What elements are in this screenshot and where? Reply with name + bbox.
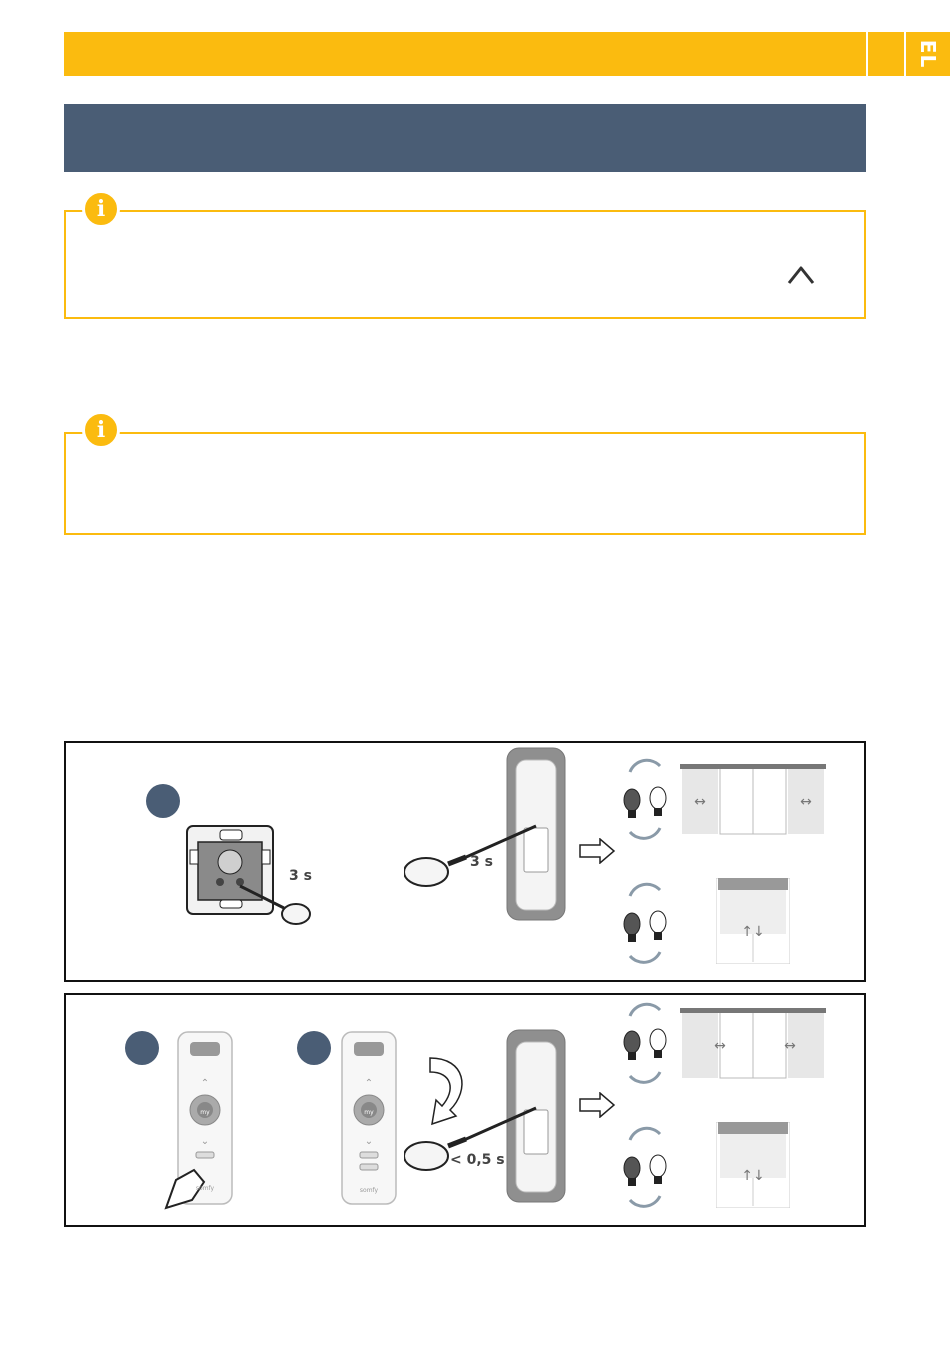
remote-control-illustration	[162, 1030, 242, 1214]
info-box	[64, 432, 866, 535]
step-marker	[146, 784, 180, 818]
svg-text:⌃: ⌃	[200, 1078, 210, 1089]
section-header-bar	[64, 104, 866, 172]
light-bulbs-cycle-icon	[620, 1120, 672, 1214]
duration-label: < 0,5 s	[450, 1152, 505, 1168]
light-bulbs-cycle-icon	[620, 996, 672, 1090]
svg-text:↑↓: ↑↓	[741, 924, 765, 940]
svg-text:⌄: ⌄	[364, 1136, 374, 1147]
arrow-right-icon	[578, 1092, 616, 1118]
remote-back-illustration	[404, 746, 572, 924]
duration-label: 3 s	[289, 868, 312, 884]
arrow-right-icon	[578, 838, 616, 864]
svg-text:↔: ↔	[784, 1038, 796, 1054]
svg-text:my: my	[364, 1109, 374, 1116]
roller-shutter-illustration	[716, 1122, 790, 1208]
sliding-shutters-illustration	[680, 764, 826, 836]
svg-text:↔: ↔	[800, 794, 812, 810]
svg-text:↑↓: ↑↓	[741, 1168, 765, 1184]
chevron-up-icon	[786, 262, 816, 288]
duration-label: 3 s	[470, 854, 493, 870]
language-tab-label: EL	[916, 39, 940, 69]
language-tab	[906, 32, 950, 76]
step-marker	[125, 1031, 159, 1065]
svg-text:↔: ↔	[694, 794, 706, 810]
svg-text:somfy: somfy	[195, 1185, 215, 1192]
svg-text:⌄: ⌄	[200, 1136, 210, 1147]
roller-shutter-illustration	[716, 878, 790, 964]
remote-back-illustration	[404, 1028, 572, 1206]
info-icon: i	[82, 411, 120, 449]
step-marker	[297, 1031, 331, 1065]
info-icon: i	[82, 190, 120, 228]
top-color-bar	[64, 32, 866, 76]
svg-text:↔: ↔	[714, 1038, 726, 1054]
svg-text:⌃: ⌃	[364, 1078, 374, 1089]
remote-control-illustration	[338, 1030, 402, 1206]
top-color-tab	[868, 32, 904, 76]
light-bulbs-cycle-icon	[620, 752, 672, 846]
svg-text:somfy: somfy	[359, 1187, 379, 1194]
info-box	[64, 210, 866, 319]
sliding-shutters-illustration	[680, 1008, 826, 1080]
svg-text:my: my	[200, 1109, 210, 1116]
light-bulbs-cycle-icon	[620, 876, 672, 970]
